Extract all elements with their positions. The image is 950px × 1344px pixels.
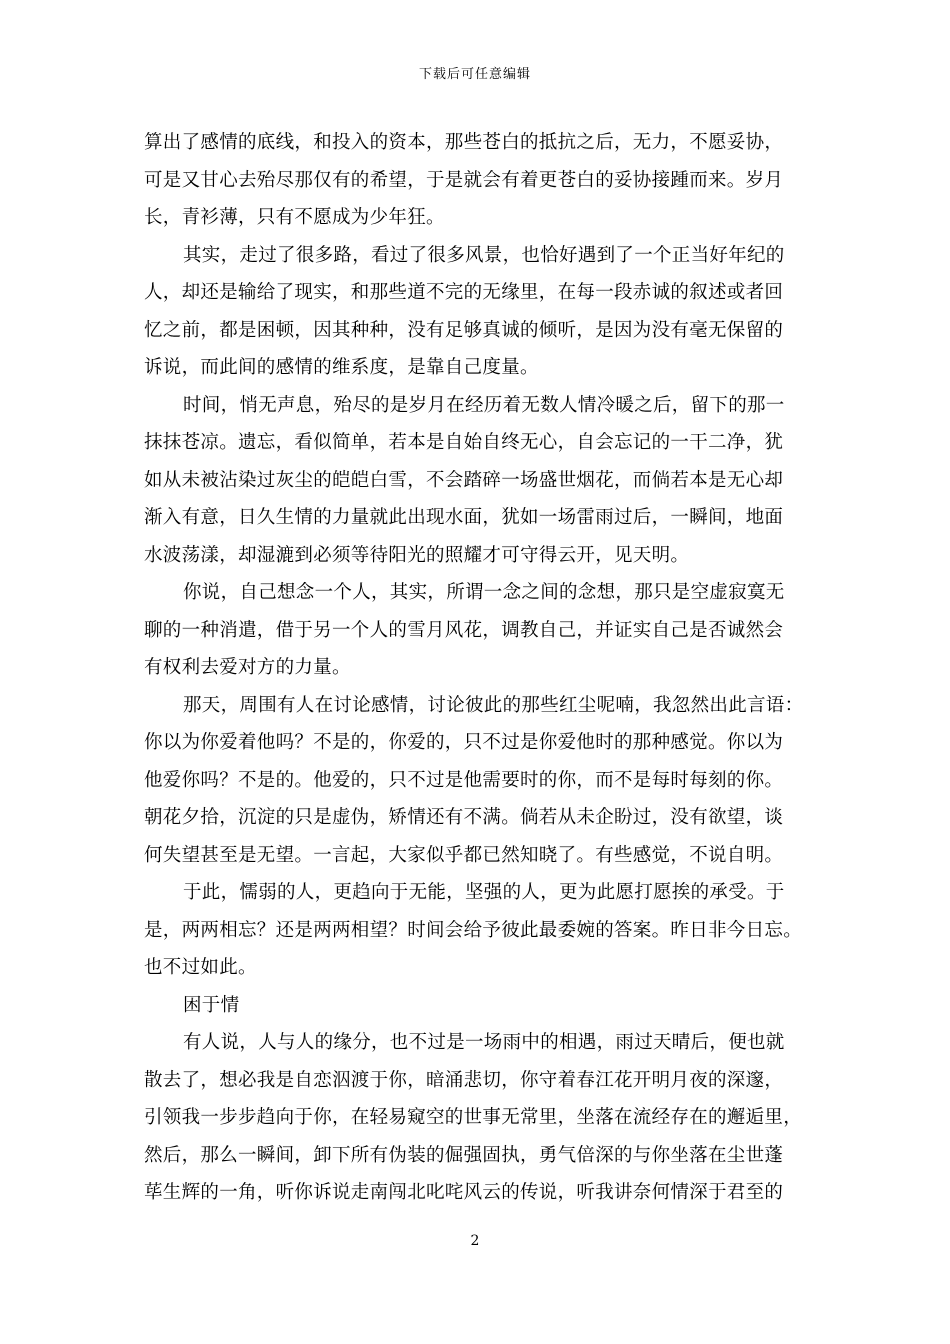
text-line: 散去了，想必我是自恋泅渡于你，暗涌悲切，你守着春江花开明月夜的深邃， [144,1069,784,1091]
text-line: 你说，自己想念一个人，其实，所谓一念之间的念想，那只是空虚寂寞无 [183,582,785,603]
text-line: 有人说，人与人的缘分，也不过是一场雨中的相遇，雨过天晴后，便也就 [183,1032,785,1053]
text-line: 抹抹苍凉。遗忘，看似简单，若本是自始自终无心，自会忘记的一干二净，犹 [144,432,784,453]
text-line: 渐入有意，日久生情的力量就此出现水面，犹如一场雷雨过后，一瞬间，地面 [144,507,784,528]
text-line: 其实，走过了很多路，看过了很多风景，也恰好遇到了一个正当好年纪的 [183,244,785,266]
text-line: 是，两两相忘？还是两两相望？时间会给予彼此最委婉的答案。昨日非今日忘。 [144,919,803,941]
text-line: 他爱你吗？不是的。他爱的，只不过是他需要时的你，而不是每时每刻的你。 [144,769,784,791]
text-line: 荜生辉的一角，听你诉说走南闯北叱咤风云的传说，听我讲奈何情深于君至的 [144,1182,784,1203]
text-line: 人，却还是输给了现实，和那些道不完的无缘里，在每一段赤诚的叙述或者回 [144,282,784,303]
text-line: 也不过如此。 [144,957,257,978]
text-line: 朝花夕拾，沉淀的只是虚伪，矫情还有不满。倘若从未企盼过，没有欲望，谈 [144,807,784,828]
text-line: 算出了感情的底线，和投入的资本，那些苍白的抵抗之后，无力，不愿妥协， [144,132,784,153]
text-line: 水波荡漾，却湿漉到必须等待阳光的照耀才可守得云开，见天明。 [144,544,690,566]
document-body [144,124,820,1212]
text-line: 有权利去爱对方的力量。 [144,657,351,678]
text-line: 你以为你爱着他吗？不是的，你爱的，只不过是你爱他时的那种感觉。你以为 [144,732,784,753]
text-line: 聊的一种消遣，借于另一个人的雪月风花，调教自己，并证实自己是否诚然会 [144,619,784,641]
text-line: 然后，那么一瞬间，卸下所有伪装的倔强固执，勇气倍深的与你坐落在尘世蓬 [144,1144,784,1166]
text-line: 于此，懦弱的人，更趋向于无能，坚强的人，更为此愿打愿挨的承受。于 [183,882,785,903]
text-line: 困于情 [183,994,240,1016]
text-line: 可是又甘心去殆尽那仅有的希望，于是就会有着更苍白的妥协接踵而来。岁月 [144,169,784,191]
text-line: 时间，悄无声息，殆尽的是岁月在经历着无数人情冷暖之后，留下的那一 [183,394,785,416]
text-line: 如从未被沾染过灰尘的皑皑白雪，不会踏碎一场盛世烟花，而倘若本是无心却 [144,469,784,491]
text-line: 那天，周围有人在讨论感情，讨论彼此的那些红尘呢喃，我忽然出此言语： [183,694,804,716]
text-line: 何失望甚至是无望。一言起，大家似乎都已然知晓了。有些感觉，不说自明。 [144,844,784,866]
text-line: 引领我一步步趋向于你，在轻易窥空的世事无常里，坐落在流经存在的邂逅里， [144,1107,803,1128]
text-line: 忆之前，都是困顿，因其种种，没有足够真诚的倾听，是因为没有毫无保留的 [144,319,784,341]
text-line: 长，青衫薄，只有不愿成为少年狂。 [144,207,445,228]
page-header: 下载后可任意编辑 [418,67,531,82]
page-number: 2 [470,1233,480,1249]
text-line: 诉说，而此间的感情的维系度，是靠自己度量。 [144,357,539,378]
